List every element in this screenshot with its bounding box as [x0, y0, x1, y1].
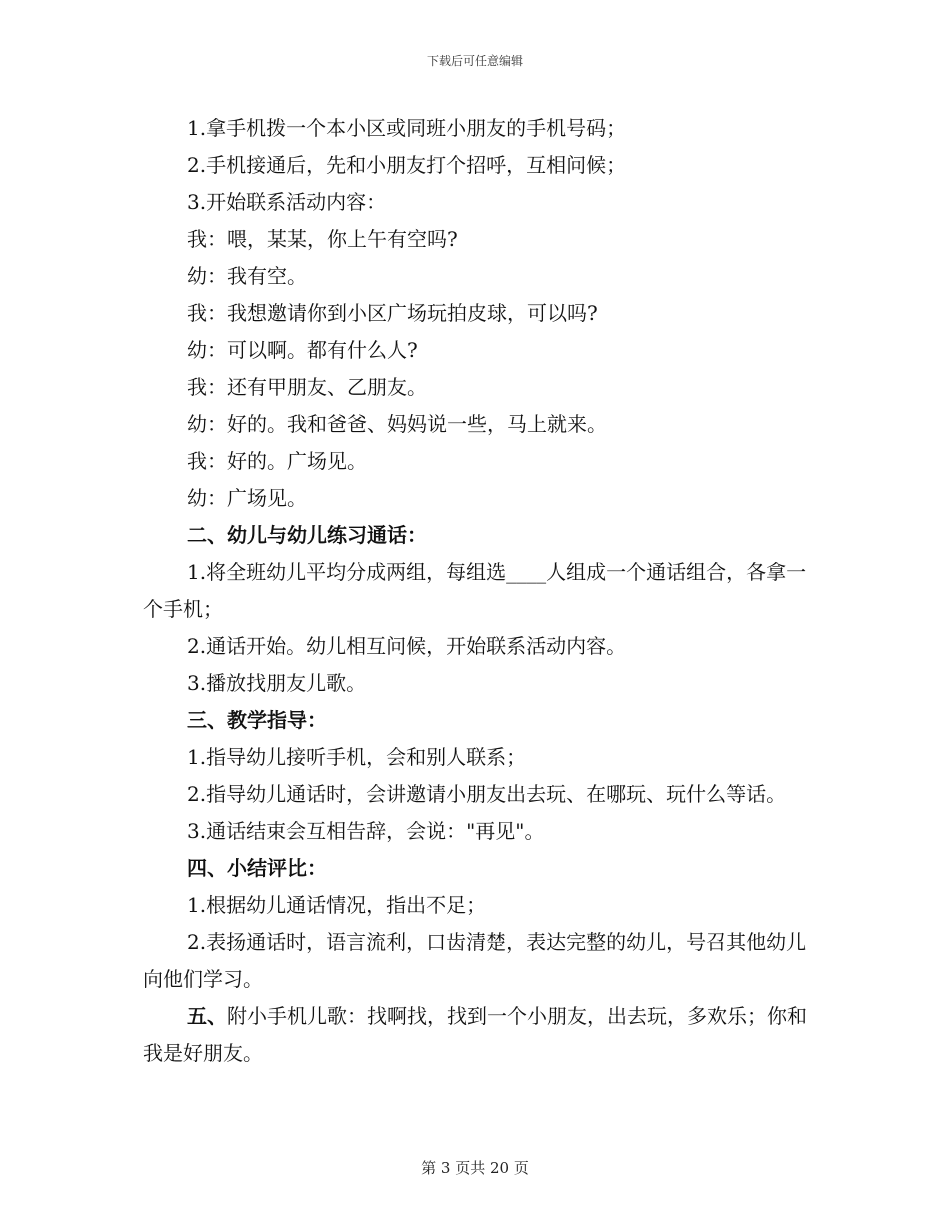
section-2-item-2: 2.通话开始。幼儿相互问候，开始联系活动内容。 — [187, 634, 627, 658]
section-heading-4: 四、小结评比： — [187, 856, 327, 880]
section-3-item-1: 1.指导幼儿接听手机，会和别人联系； — [187, 745, 527, 769]
section-2-item-1: 1.将全班幼儿平均分成两组，每组选____人组成一个通话组合，各拿一个手机； — [143, 560, 807, 621]
dialog-line: 我：喂，某某，你上午有空吗? — [187, 227, 458, 251]
section-heading-3: 三、教学指导： — [187, 708, 327, 732]
section-3-item-3: 3.通话结束会互相告辞，会说："再见"。 — [187, 819, 545, 843]
dialog-line: 幼：好的。我和爸爸、妈妈说一些，马上就来。 — [187, 412, 607, 436]
section-3-item-2: 2.指导幼儿通话时，会讲邀请小朋友出去玩、在哪玩、玩什么等话。 — [187, 782, 787, 806]
section-4-item-2: 2.表扬通话时，语言流利，口齿清楚，表达完整的幼儿，号召其他幼儿向他们学习。 — [143, 930, 807, 991]
section-2-item-3: 3.播放找朋友儿歌。 — [187, 671, 367, 695]
step-1: 1.拿手机拨一个本小区或同班小朋友的手机号码； — [187, 116, 627, 140]
dialog-line: 幼：广场见。 — [187, 486, 307, 510]
dialog-line: 我：好的。广场见。 — [187, 449, 367, 473]
dialog-line: 我：还有甲朋友、乙朋友。 — [187, 375, 427, 399]
section-heading-2: 二、幼儿与幼儿练习通话： — [187, 523, 427, 547]
dialog-line: 幼：我有空。 — [187, 264, 307, 288]
section-5 — [143, 998, 815, 1072]
document-body — [143, 110, 815, 1072]
section-5-text: 附小手机儿歌：找啊找，找到一个小朋友，出去玩，多欢乐；你和我是好朋友。 — [143, 1004, 807, 1065]
dialog-line: 幼：可以啊。都有什么人? — [187, 338, 418, 362]
step-3: 3.开始联系活动内容： — [187, 190, 387, 214]
section-heading-5: 五、 — [187, 1004, 227, 1028]
page-footer: 第 3 页共 20 页 — [421, 1159, 529, 1177]
step-2: 2.手机接通后，先和小朋友打个招呼，互相问候； — [187, 153, 627, 177]
section-4-item-1: 1.根据幼儿通话情况，指出不足； — [187, 893, 487, 917]
dialog-line: 我：我想邀请你到小区广场玩拍皮球，可以吗? — [187, 301, 598, 325]
page-header: 下载后可任意编辑 — [426, 54, 523, 68]
